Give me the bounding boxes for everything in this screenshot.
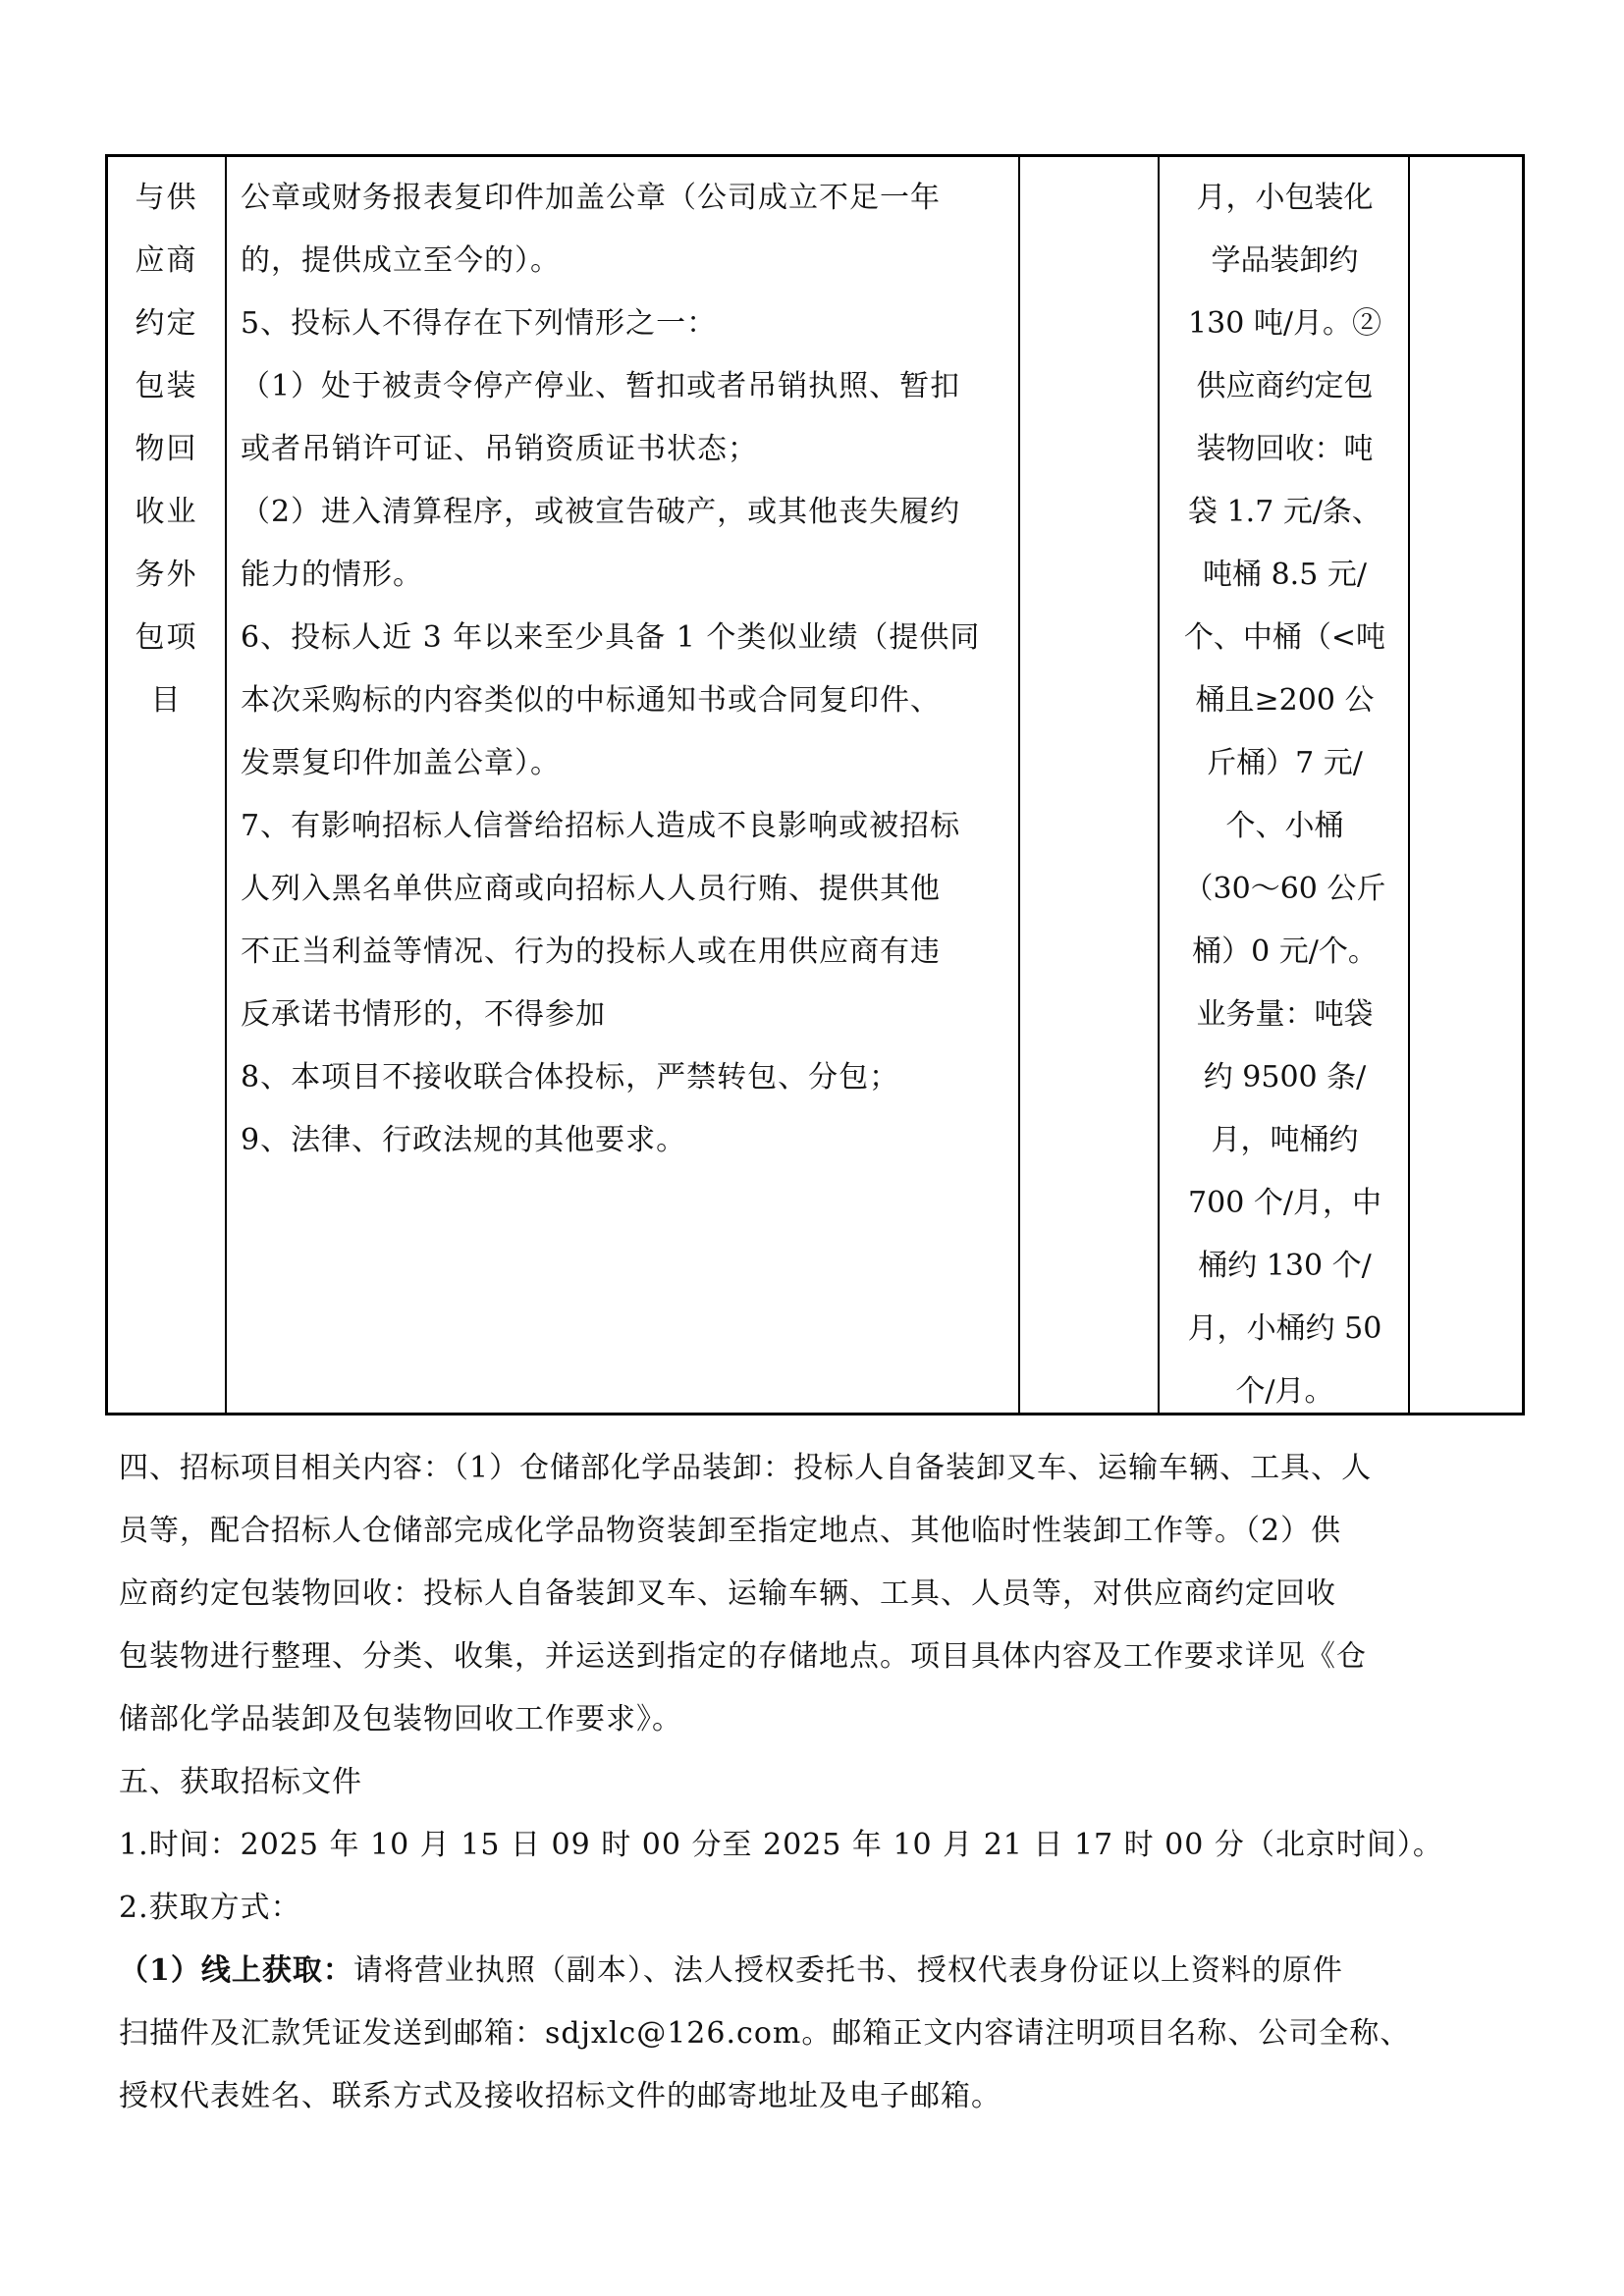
pricing-line: 月，小包装化 — [1196, 181, 1374, 215]
pricing-line: 个/月。 — [1235, 1374, 1334, 1409]
requirement-line: （1）处于被责令停产停业、暂扣或者吊销执照、暂扣 — [241, 369, 961, 403]
qualification-requirements-cell — [227, 157, 1018, 1413]
project-name-line: 务外 — [135, 558, 198, 592]
pricing-line: 学品装卸约 — [1211, 243, 1359, 278]
pricing-line: 桶约 130 个/ — [1198, 1249, 1372, 1283]
online-method-line-2: 扫描件及汇款凭证发送到邮箱：sdjxlc@126.com。邮箱正文内容请注明项目名称、公司全称、 — [119, 2016, 1411, 2051]
requirement-line: 发票复印件加盖公章）。 — [241, 746, 561, 780]
pricing-line: （30～60 公斤 — [1183, 872, 1386, 906]
section-4-line: 员等，配合招标人仓储部完成化学品物资装卸至指定地点、其他临时性装卸工作等。（2）供 — [119, 1514, 1342, 1548]
requirement-line: 9、法律、行政法规的其他要求。 — [241, 1123, 687, 1157]
empty-cell — [1021, 157, 1159, 1413]
project-name-line: 应商 — [135, 243, 198, 278]
requirement-line: 反承诺书情形的，不得参加 — [241, 997, 606, 1032]
pricing-volume-cell — [1161, 157, 1409, 1413]
requirement-line: 7、有影响招标人信誉给招标人造成不良影响或被招标 — [241, 809, 961, 843]
pricing-line: 个、中桶（<吨 — [1183, 620, 1386, 655]
section-4-line: 应商约定包装物回收：投标人自备装卸叉车、运输车辆、工具、人员等，对供应商约定回收 — [119, 1576, 1336, 1611]
project-name-line: 收业 — [135, 495, 198, 529]
requirement-line: 本次采购标的内容类似的中标通知书或合同复印件、 — [241, 683, 941, 718]
requirement-line: 或者吊销许可证、吊销资质证书状态； — [241, 432, 758, 466]
project-name-line: 包装 — [135, 369, 198, 403]
pricing-line: 斤桶）7 元/ — [1207, 746, 1363, 780]
requirement-line: 人列入黑名单供应商或向招标人人员行贿、提供其他 — [241, 872, 941, 906]
section-4-line: 储部化学品装卸及包装物回收工作要求》。 — [119, 1702, 682, 1736]
table-divider — [1018, 157, 1020, 1413]
pricing-line: 月，吨桶约 — [1211, 1123, 1359, 1157]
pricing-line: 约 9500 条/ — [1203, 1060, 1367, 1095]
requirement-line: （2）进入清算程序，或被宣告破产，或其他丧失履约 — [241, 495, 961, 529]
pricing-line: 供应商约定包 — [1196, 369, 1374, 403]
requirements-table — [105, 154, 1525, 1415]
pricing-line: 桶）0 元/个。 — [1192, 934, 1378, 969]
section-4-line: 四、招标项目相关内容：（1）仓储部化学品装卸：投标人自备装卸叉车、运输车辆、工具、人 — [119, 1451, 1373, 1485]
pricing-line: 130 吨/月。② — [1188, 306, 1381, 341]
project-name-line: 包项 — [135, 620, 198, 655]
pricing-line: 700 个/月，中 — [1188, 1186, 1381, 1220]
pricing-line: 月，小桶约 50 — [1187, 1311, 1382, 1346]
section-5-title: 五、获取招标文件 — [119, 1765, 362, 1799]
project-name-line: 物回 — [135, 432, 198, 466]
project-name-cell — [108, 157, 225, 1413]
empty-cell — [1411, 157, 1522, 1413]
requirement-line: 公章或财务报表复印件加盖公章（公司成立不足一年 — [241, 181, 941, 215]
project-name-line: 约定 — [135, 306, 198, 341]
requirement-line: 5、投标人不得存在下列情形之一： — [241, 306, 718, 341]
pricing-line: 业务量：吨袋 — [1196, 997, 1374, 1032]
project-name-line: 与供 — [135, 181, 198, 215]
section-4-project-content — [119, 1437, 1505, 1751]
online-method-line — [119, 1940, 1505, 2002]
pricing-line: 装物回收：吨 — [1196, 432, 1374, 466]
pricing-line: 桶且≥200 公 — [1195, 683, 1375, 718]
requirement-line: 8、本项目不接收联合体投标，严禁转包、分包； — [241, 1060, 900, 1095]
pricing-line: 袋 1.7 元/条、 — [1188, 495, 1381, 529]
project-name-line: 目 — [150, 683, 183, 718]
pricing-line: 个、小桶 — [1225, 809, 1344, 843]
requirement-line: 6、投标人近 3 年以来至少具备 1 个类似业绩（提供同 — [241, 620, 981, 655]
online-method-label: （1）线上获取： — [119, 1953, 353, 1988]
section-4-line: 包装物进行整理、分类、收集，并运送到指定的存储地点。项目具体内容及工作要求详见《仓 — [119, 1639, 1367, 1674]
requirement-line: 能力的情形。 — [241, 558, 423, 592]
requirement-line: 的，提供成立至今的）。 — [241, 243, 561, 278]
online-method-text: 请将营业执照（副本）、法人授权委托书、授权代表身份证以上资料的原件 — [352, 1953, 1343, 1988]
document-body — [119, 1437, 1505, 2128]
method-title: 2.获取方式： — [119, 1891, 301, 1925]
time-line: 1.时间：2025 年 10 月 15 日 09 时 00 分至 2025 年 10 月 21 日 17 时 00 分（北京时间）。 — [119, 1828, 1443, 1862]
online-method-line-3: 授权代表姓名、联系方式及接收招标文件的邮寄地址及电子邮箱。 — [119, 2079, 1001, 2113]
pricing-line: 吨桶 8.5 元/ — [1203, 558, 1367, 592]
requirement-line: 不正当利益等情况、行为的投标人或在用供应商有违 — [241, 934, 941, 969]
